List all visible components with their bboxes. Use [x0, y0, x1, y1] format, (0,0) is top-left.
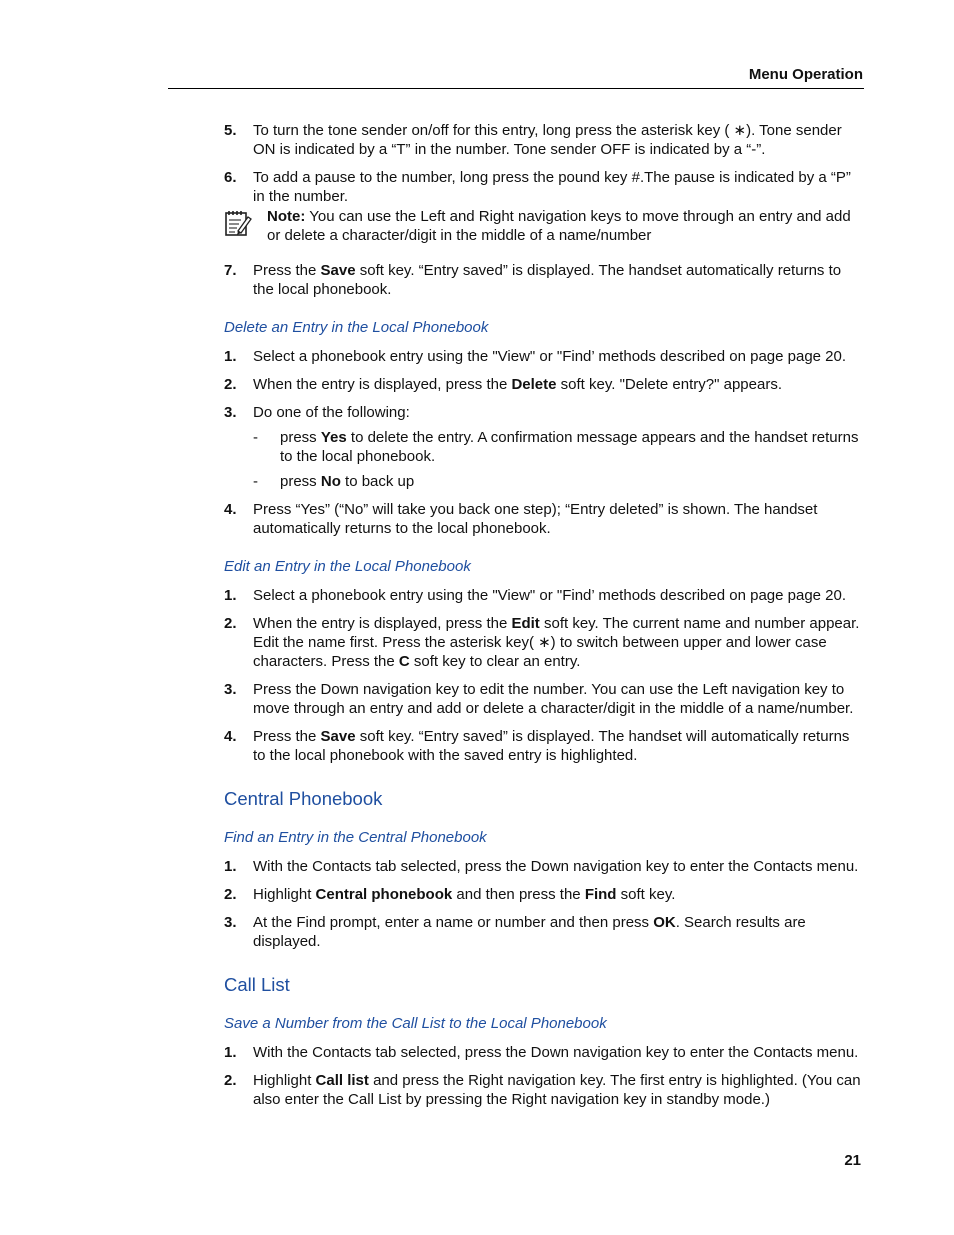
step-number: 2.	[224, 615, 237, 632]
edit-step-1	[224, 586, 866, 605]
step-number: 7.	[224, 262, 237, 279]
step-text: With the Contacts tab selected, press the Down navigation key to enter the Contacts menu.	[253, 858, 859, 875]
subsection-heading-edit: Edit an Entry in the Local Phonebook	[224, 558, 471, 575]
bold-term: Find	[584, 886, 617, 903]
bold-term: No	[320, 473, 341, 490]
text-fragment: press	[280, 429, 321, 446]
bold-term: OK	[653, 914, 676, 931]
step-text	[253, 885, 866, 904]
edit-step-3	[224, 680, 866, 718]
text-fragment: When the entry is displayed, press the	[253, 376, 512, 393]
bullet-dash: -	[253, 429, 258, 446]
edit-step-4	[224, 727, 866, 765]
text-fragment: to back up	[340, 473, 415, 490]
text-fragment: At the Find prompt, enter a name or number and then press	[253, 914, 654, 931]
text-fragment: Highlight	[253, 1072, 316, 1089]
step-number: 2.	[224, 886, 237, 903]
bold-term: C	[398, 653, 410, 670]
subsection-heading-save-number: Save a Number from the Call List to the Local Phonebook	[224, 1015, 607, 1032]
step-5	[224, 121, 866, 159]
text-fragment: to delete the entry. A confirmation message appears and the handset returns to the local phonebook.	[280, 429, 859, 465]
step-text: To turn the tone sender on/off for this entry, long press the asterisk key ( ∗). Tone sender ON is indicated by a “T” in the number. Tone sender OFF is indicated by a “-”.	[253, 122, 842, 158]
text-fragment: and then press the	[452, 886, 585, 903]
text-fragment: and press the Right navigation key. The first entry is highlighted. (You can also enter the Call List by pressing the Right navigation key in standby mode.)	[253, 1072, 861, 1108]
step-text: Press “Yes” (“No” will take you back one step); “Entry deleted” is shown. The handset automatically returns to the local phonebook.	[253, 501, 818, 537]
header-rule	[168, 88, 864, 89]
step-text: Press the Down navigation key to edit the number. You can use the Left navigation key to move through an entry and add or delete a character/digit in the middle of a name/number.	[253, 681, 854, 717]
section-heading-call-list: Call List	[224, 974, 290, 995]
delete-step-2	[224, 375, 866, 394]
note-body: You can use the Left and Right navigation keys to move through an entry and add or delete a character/digit in the middle of a name/number	[267, 208, 851, 244]
step-number: 1.	[224, 348, 237, 365]
central-step-1	[224, 857, 866, 876]
subsection-heading-find: Find an Entry in the Central Phonebook	[224, 829, 487, 846]
step-number: 3.	[224, 404, 237, 421]
step-text	[253, 375, 866, 394]
step-text	[253, 913, 866, 951]
bold-term: Call list	[315, 1072, 369, 1089]
bullet-dash: -	[253, 473, 258, 490]
delete-option-yes	[253, 428, 866, 466]
text-fragment: soft key. “Entry saved” is displayed. The handset will automatically returns to the local phonebook with the saved entry is highlighted.	[253, 728, 850, 764]
calllist-step-1	[224, 1043, 866, 1062]
step-text	[253, 614, 866, 671]
step-text: To add a pause to the number, long press the pound key #.The pause is indicated by a “P” in the number.	[253, 169, 851, 205]
bold-term: Save	[320, 728, 356, 745]
subsection-heading-delete: Delete an Entry in the Local Phonebook	[224, 319, 489, 336]
step-number: 6.	[224, 169, 237, 186]
text-fragment: Highlight	[253, 886, 316, 903]
central-step-2	[224, 885, 866, 904]
step-number: 2.	[224, 1072, 237, 1089]
note-label: Note:	[267, 208, 306, 225]
step-6	[224, 168, 866, 206]
text-fragment: When the entry is displayed, press the	[253, 615, 512, 632]
text-fragment: soft key.	[616, 886, 676, 903]
text-fragment: press	[280, 473, 321, 490]
text-fragment: Press the	[253, 262, 321, 279]
delete-step-4	[224, 500, 866, 538]
step-text	[253, 1071, 866, 1109]
bold-term: Delete	[511, 376, 557, 393]
step-7	[224, 261, 866, 299]
bold-term: Yes	[320, 429, 347, 446]
step-text	[253, 261, 866, 299]
delete-option-no	[253, 472, 866, 491]
step-number: 3.	[224, 681, 237, 698]
text-fragment: Press the	[253, 728, 321, 745]
step-text	[253, 727, 866, 765]
note-pad-icon	[224, 207, 267, 245]
step-text: With the Contacts tab selected, press the Down navigation key to enter the Contacts menu.	[253, 1044, 859, 1061]
delete-step-3	[224, 403, 866, 422]
delete-step-1	[224, 347, 866, 366]
step-number: 4.	[224, 728, 237, 745]
section-heading-central-phonebook: Central Phonebook	[224, 788, 383, 809]
text-fragment: soft key. "Delete entry?" appears.	[556, 376, 782, 393]
bold-term: Edit	[511, 615, 540, 632]
calllist-step-2	[224, 1071, 866, 1109]
step-text: Select a phonebook entry using the "View" or "Find’ methods described on page page 20.	[253, 348, 847, 365]
bold-term: Central phonebook	[315, 886, 453, 903]
bold-term: Save	[320, 262, 356, 279]
step-number: 4.	[224, 501, 237, 518]
step-number: 1.	[224, 587, 237, 604]
step-number: 3.	[224, 914, 237, 931]
step-text: Select a phonebook entry using the "View" or "Find’ methods described on page page 20.	[253, 587, 847, 604]
page-content	[224, 121, 866, 1118]
step-text: Do one of the following:	[253, 404, 410, 421]
note	[224, 207, 866, 245]
note-text	[267, 207, 866, 245]
text-fragment: . Search results are displayed.	[253, 914, 806, 950]
text-fragment: soft key to clear an entry.	[409, 653, 581, 670]
step-number: 2.	[224, 376, 237, 393]
header-title: Menu Operation	[748, 66, 863, 83]
central-step-3	[224, 913, 866, 951]
edit-step-2	[224, 614, 866, 671]
text-fragment: soft key. “Entry saved” is displayed. The handset automatically returns to the local phonebook.	[253, 262, 842, 298]
page-number: 21	[844, 1152, 861, 1169]
option-text	[280, 472, 866, 491]
step-number: 5.	[224, 122, 237, 139]
step-number: 1.	[224, 858, 237, 875]
step-number: 1.	[224, 1044, 237, 1061]
text-fragment: soft key. The current name and number appear. Edit the name first. Press the asterisk key( ∗) to switch between upper and lower case characters. Press the	[253, 615, 860, 670]
option-text	[280, 428, 866, 466]
